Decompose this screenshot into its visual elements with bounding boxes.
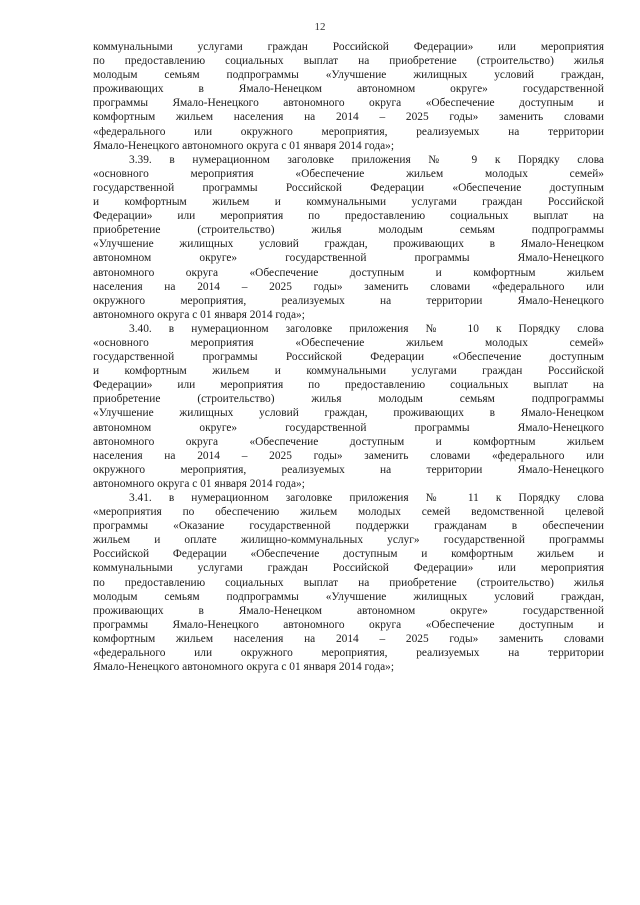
paragraph <box>93 322 604 491</box>
text-line: программы Ямало-Ненецкого автономного округа «Обеспечение доступным и <box>93 97 604 110</box>
paragraph <box>93 153 604 322</box>
text-line: автономном округе» государственной программы Ямало-Ненецкого <box>93 252 604 265</box>
text-line: «мероприятия по обеспечению жильем молодых семей ведомственной целевой <box>93 506 604 519</box>
text-line: «основного мероприятия «Обеспечение жильем молодых семей» <box>93 336 604 349</box>
paragraph <box>93 40 604 153</box>
page-number: 12 <box>314 21 326 33</box>
text-line: комфортным жильем населения на 2014 – 2025 годы» заменить словами <box>93 111 604 124</box>
text-line: коммунальными услугами граждан Российской Федерации» или мероприятия <box>93 41 604 53</box>
text-line: 3.41. в нумерационном заголовке приложения № 11 к Порядку слова <box>129 492 604 504</box>
text-line: проживающих в Ямало-Ненецком автономном округе» государственной <box>93 83 604 96</box>
text-line: Российской Федерации «Обеспечение доступным и комфортным жильем и <box>93 548 604 561</box>
text-line: Ямало-Ненецкого автономного округа с 01 января 2014 года»; <box>93 139 395 152</box>
text-line: окружного мероприятия, реализуемых на территории Ямало-Ненецкого <box>93 463 604 476</box>
text-line: программы Ямало-Ненецкого автономного округа «Обеспечение доступным и <box>93 618 604 631</box>
document-body <box>93 40 604 674</box>
text-line: проживающих в Ямало-Ненецком автономном округе» государственной <box>93 604 604 617</box>
text-line: государственной программы Российской Федерации «Обеспечение доступным <box>93 351 604 364</box>
text-line: населения на 2014 – 2025 годы» заменить словами «федерального или <box>93 280 604 293</box>
text-line: Федерации» или мероприятия по предоставлению социальных выплат на <box>93 210 604 223</box>
text-line: автономного округа «Обеспечение доступным и комфортным жильем <box>93 266 604 279</box>
text-line: приобретение (строительство) жилья молодым семьям подпрограммы <box>93 224 604 237</box>
text-line: автономного округа с 01 января 2014 года»; <box>93 308 305 321</box>
text-line: государственной программы Российской Федерации «Обеспечение доступным <box>93 181 604 194</box>
text-line: «федерального или окружного мероприятия, реализуемых на территории <box>93 647 604 660</box>
text-line: комфортным жильем населения на 2014 – 2025 годы» заменить словами <box>93 632 604 645</box>
text-line: по предоставлению социальных выплат на приобретение (строительство) жилья <box>93 576 604 589</box>
text-line: и комфортным жильем и коммунальными услугами граждан Российской <box>93 365 604 378</box>
text-line: по предоставлению социальных выплат на приобретение (строительство) жилья <box>93 55 604 68</box>
text-line: Федерации» или мероприятия по предоставлению социальных выплат на <box>93 379 604 392</box>
text-line: «федерального или окружного мероприятия, реализуемых на территории <box>93 125 604 138</box>
text-line: молодым семьям подпрограммы «Улучшение жилищных условий граждан, <box>93 590 604 603</box>
text-line: автономном округе» государственной программы Ямало-Ненецкого <box>93 421 604 434</box>
text-line: «Улучшение жилищных условий граждан, проживающих в Ямало-Ненецком <box>93 238 604 251</box>
paragraph <box>93 491 604 674</box>
text-line: приобретение (строительство) жилья молодым семьям подпрограммы <box>93 393 604 406</box>
text-line: населения на 2014 – 2025 годы» заменить словами «федерального или <box>93 449 604 462</box>
text-line: «Улучшение жилищных условий граждан, проживающих в Ямало-Ненецком <box>93 407 604 420</box>
text-line: и комфортным жильем и коммунальными услугами граждан Российской <box>93 196 604 209</box>
text-line: «основного мероприятия «Обеспечение жильем молодых семей» <box>93 167 604 180</box>
text-line: Ямало-Ненецкого автономного округа с 01 января 2014 года»; <box>93 661 395 674</box>
text-line: молодым семьям подпрограммы «Улучшение жилищных условий граждан, <box>93 69 604 82</box>
text-line: коммунальными услугами граждан Российской Федерации» или мероприятия <box>93 562 604 575</box>
text-line: автономного округа с 01 января 2014 года»; <box>93 477 305 490</box>
text-line: 3.39. в нумерационном заголовке приложения № 9 к Порядку слова <box>129 153 604 166</box>
text-line: автономного округа «Обеспечение доступным и комфортным жильем <box>93 435 604 448</box>
text-line: программы «Оказание государственной поддержки гражданам в обеспечении <box>93 520 604 533</box>
text-line: окружного мероприятия, реализуемых на территории Ямало-Ненецкого <box>93 294 604 307</box>
text-line: 3.40. в нумерационном заголовке приложения № 10 к Порядку слова <box>129 322 604 335</box>
text-line: жильем и оплате жилищно-коммунальных услуг» государственной программы <box>93 534 604 547</box>
